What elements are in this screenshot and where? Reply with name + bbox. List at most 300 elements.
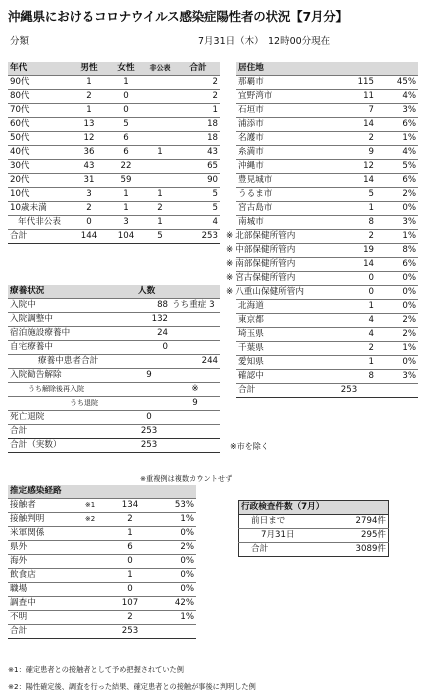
report-time: 12時00分現在	[268, 36, 331, 47]
table-row	[236, 202, 418, 216]
residence-label: うるま市	[238, 189, 273, 199]
table-row	[236, 104, 418, 118]
severe-label: うち重症	[172, 300, 207, 310]
age-label: 60代	[8, 118, 70, 132]
residence-name	[236, 314, 322, 328]
table-row	[8, 76, 220, 90]
header-cell: 非公表	[144, 62, 176, 76]
residence-count: 9	[322, 146, 376, 160]
residence-name	[236, 356, 322, 370]
female-count: 0	[108, 90, 144, 104]
row-value: 3089件	[355, 544, 387, 554]
header-cell: 年代	[8, 62, 70, 76]
row-label: 死亡退院	[8, 411, 128, 425]
row-value: 253	[128, 425, 170, 439]
residence-percent: 0%	[376, 272, 418, 286]
residence-name	[236, 160, 322, 174]
route-percent: 0%	[152, 527, 196, 541]
table-row	[8, 425, 220, 439]
route-label: 米軍関係	[8, 527, 72, 541]
residence-name	[236, 300, 322, 314]
female-count: 6	[108, 146, 144, 160]
header-cell: 人数	[128, 285, 220, 299]
table-row	[8, 90, 220, 104]
undisclosed-count	[144, 160, 176, 174]
table-row	[8, 397, 220, 411]
empty-cell	[72, 625, 108, 639]
route-count: 0	[108, 583, 152, 597]
total-count: 65	[176, 160, 220, 174]
table-row	[8, 541, 196, 555]
residence-percent: 6%	[376, 174, 418, 188]
residence-count: 5	[322, 188, 376, 202]
table-row	[236, 286, 418, 300]
residence-count: 14	[322, 258, 376, 272]
age-table-header	[8, 62, 220, 76]
table-row	[236, 258, 418, 272]
route-percent: 2%	[152, 541, 196, 555]
header-cell: 推定感染経路	[8, 485, 196, 499]
footnote-mark: ※	[226, 259, 234, 269]
footnote-mark: ※	[226, 245, 234, 255]
residence-label: 南城市	[238, 217, 264, 227]
age-label: 年代非公表	[8, 216, 70, 230]
residence-name	[236, 188, 322, 202]
route-footnote	[72, 527, 108, 541]
row-value: 9	[128, 369, 170, 383]
row-label: うち解除後再入院	[8, 383, 128, 397]
age-label: 20代	[8, 174, 70, 188]
table-row	[236, 76, 418, 90]
row-label: 合計	[251, 544, 269, 554]
residence-label: 那覇市	[238, 77, 264, 87]
header-cell: 合計	[176, 62, 220, 76]
route-note-1: ※1：確定患者との接触者として予め把握されていた例	[8, 665, 184, 674]
route-count: 0	[108, 555, 152, 569]
table-row	[8, 188, 220, 202]
residence-name	[226, 272, 322, 286]
undisclosed-count	[144, 174, 176, 188]
undisclosed-count	[144, 90, 176, 104]
table-row	[8, 216, 220, 230]
residence-percent: 1%	[376, 342, 418, 356]
age-label: 10歳未満	[8, 202, 70, 216]
route-percent: 0%	[152, 569, 196, 583]
inspection-table	[238, 500, 389, 557]
residence-name	[236, 104, 322, 118]
residence-count: 4	[322, 328, 376, 342]
residence-percent: 5%	[376, 160, 418, 174]
total-count: 18	[176, 118, 220, 132]
age-label: 10代	[8, 188, 70, 202]
route-footnote	[72, 611, 108, 625]
residence-label: 千葉県	[238, 343, 264, 353]
residence-label: 豊見城市	[238, 175, 273, 185]
residence-name	[236, 90, 322, 104]
header-cell: 行政検査件数（7月）	[239, 501, 389, 515]
table-row	[236, 384, 418, 398]
row-label: 7月31日	[239, 529, 323, 543]
residence-label: 石垣市	[238, 105, 264, 115]
total-count: 90	[176, 174, 220, 188]
residence-count: 1	[322, 356, 376, 370]
total-count: 2	[176, 90, 220, 104]
residence-label: 北海道	[238, 301, 264, 311]
route-footnote	[72, 555, 108, 569]
table-row	[8, 160, 220, 174]
table-row	[8, 499, 196, 513]
female-count: 1	[108, 188, 144, 202]
table-row	[8, 411, 220, 425]
male-count: 1	[70, 76, 108, 90]
age-label: 80代	[8, 90, 70, 104]
row-label: うち退院	[8, 397, 128, 411]
male-count: 1	[70, 104, 108, 118]
table-row	[236, 160, 418, 174]
table-row	[8, 625, 196, 639]
table-row	[236, 314, 418, 328]
row-label: 療養中患者合計	[36, 355, 128, 369]
residence-count: 14	[322, 174, 376, 188]
empty-cell	[376, 384, 418, 398]
route-footnote	[72, 569, 108, 583]
residence-percent: 2%	[376, 328, 418, 342]
residence-total: 253	[322, 384, 376, 398]
residence-name	[236, 370, 322, 384]
residence-percent: 3%	[376, 216, 418, 230]
residence-percent: 2%	[376, 188, 418, 202]
grand-total: 253	[176, 230, 220, 244]
residence-count: 1	[322, 202, 376, 216]
route-label: 接触者	[8, 499, 72, 513]
residence-percent: 0%	[376, 356, 418, 370]
residence-label: 浦添市	[238, 119, 264, 129]
undisclosed-count: 1	[144, 146, 176, 160]
female-total: 104	[108, 230, 144, 244]
residence-name	[236, 328, 322, 342]
male-count: 0	[70, 216, 108, 230]
residence-label: 中部保健所管内	[235, 245, 296, 255]
residence-name	[236, 174, 322, 188]
residence-count: 8	[322, 216, 376, 230]
residence-percent: 3%	[376, 370, 418, 384]
header-cell: 療養状況	[8, 285, 128, 299]
table-row	[236, 174, 418, 188]
residence-label: 南部保健所管内	[235, 259, 296, 269]
residence-label: 糸満市	[238, 147, 264, 157]
table-row	[8, 513, 196, 527]
residence-count: 8	[322, 370, 376, 384]
table-row	[8, 569, 196, 583]
residence-label: 沖縄市	[238, 161, 264, 171]
report-date: 7月31日（木）	[198, 36, 264, 47]
route-count: 6	[108, 541, 152, 555]
table-row	[239, 515, 389, 529]
row-value: 0	[128, 411, 170, 425]
table-row	[236, 146, 418, 160]
female-count: 5	[108, 118, 144, 132]
age-label: 90代	[8, 76, 70, 90]
table-row	[8, 104, 220, 118]
severe-cell	[170, 299, 220, 313]
inspection-table-header	[239, 501, 389, 515]
table-row	[8, 355, 220, 369]
age-label: 50代	[8, 132, 70, 146]
category-label: 分類	[10, 36, 30, 47]
residence-percent: 8%	[376, 244, 418, 258]
residence-count: 2	[322, 132, 376, 146]
residence-count: 1	[322, 300, 376, 314]
residence-name	[236, 216, 322, 230]
undisclosed-count	[144, 132, 176, 146]
residence-count: 2	[322, 230, 376, 244]
row-value: 88	[128, 299, 170, 313]
table-row	[236, 90, 418, 104]
age-table	[8, 62, 220, 244]
table-row	[8, 118, 220, 132]
male-count: 3	[70, 188, 108, 202]
total-count: 1	[176, 104, 220, 118]
residence-label: 埼玉県	[238, 329, 264, 339]
route-footnote	[72, 597, 108, 611]
undisclosed-count	[144, 118, 176, 132]
route-label: 不明	[8, 611, 72, 625]
residence-percent: 0%	[376, 286, 418, 300]
row-value: 295件	[323, 529, 389, 543]
route-count: 1	[108, 569, 152, 583]
residence-table-header	[236, 62, 418, 76]
total-count: 2	[176, 76, 220, 90]
table-row	[8, 174, 220, 188]
table-row	[8, 299, 220, 313]
residence-label: 東京都	[238, 315, 264, 325]
total-count: 5	[176, 202, 220, 216]
total-count: 4	[176, 216, 220, 230]
residence-percent: 2%	[376, 314, 418, 328]
route-label: 海外	[8, 555, 72, 569]
route-count: 2	[108, 513, 152, 527]
table-row	[236, 244, 418, 258]
row-value: 244	[170, 355, 220, 369]
row-value: 24	[128, 327, 170, 341]
female-count: 3	[108, 216, 144, 230]
residence-name	[236, 202, 322, 216]
residence-label: 名護市	[238, 133, 264, 143]
row-label: 合計	[8, 425, 128, 439]
residence-name	[236, 118, 322, 132]
table-row	[236, 342, 418, 356]
residence-percent: 4%	[376, 146, 418, 160]
route-percent: 42%	[152, 597, 196, 611]
age-label: 40代	[8, 146, 70, 160]
residence-count: 2	[322, 342, 376, 356]
residence-percent: 6%	[376, 258, 418, 272]
total-count: 43	[176, 146, 220, 160]
male-count: 12	[70, 132, 108, 146]
undisclosed-count	[144, 76, 176, 90]
row-label: 入院勧告解除	[8, 369, 128, 383]
residence-count: 7	[322, 104, 376, 118]
row-label: 前日まで	[239, 515, 323, 529]
female-count: 22	[108, 160, 144, 174]
residence-count: 0	[322, 272, 376, 286]
residence-name	[226, 244, 322, 258]
total-count: 18	[176, 132, 220, 146]
empty-cell	[152, 625, 196, 639]
row-label: 自宅療養中	[8, 341, 128, 355]
residence-name	[236, 342, 322, 356]
treatment-table	[8, 285, 220, 453]
header-cell: 居住地	[236, 62, 418, 76]
route-footnote: ※2	[72, 513, 108, 527]
row-value: ※	[170, 383, 220, 397]
female-count: 1	[108, 202, 144, 216]
route-percent: 53%	[152, 499, 196, 513]
route-percent: 0%	[152, 555, 196, 569]
row-label: 入院調整中	[8, 313, 128, 327]
residence-note: ※市を除く	[230, 442, 269, 451]
table-row	[8, 597, 196, 611]
table-row	[8, 146, 220, 160]
undisclosed-count: 2	[144, 202, 176, 216]
residence-percent: 6%	[376, 118, 418, 132]
female-count: 1	[108, 76, 144, 90]
table-row	[8, 583, 196, 597]
residence-name	[226, 286, 322, 300]
route-footnote	[72, 583, 108, 597]
table-row	[236, 118, 418, 132]
route-label: 県外	[8, 541, 72, 555]
footnote-mark: ※	[226, 231, 234, 241]
row-value: 132	[128, 313, 170, 327]
residence-count: 14	[322, 118, 376, 132]
residence-percent: 0%	[376, 202, 418, 216]
age-label: 30代	[8, 160, 70, 174]
table-row	[236, 370, 418, 384]
undisclosed-count	[144, 104, 176, 118]
table-row	[8, 341, 220, 355]
residence-count: 11	[322, 90, 376, 104]
residence-percent: 0%	[376, 300, 418, 314]
route-total: 253	[108, 625, 152, 639]
table-row	[236, 216, 418, 230]
table-row	[236, 328, 418, 342]
age-label: 70代	[8, 104, 70, 118]
duplicate-note: ※重複例は複数カウントせず	[140, 474, 233, 483]
row-label: 入院中	[8, 299, 128, 313]
female-count: 6	[108, 132, 144, 146]
male-count: 13	[70, 118, 108, 132]
route-label: 調査中	[8, 597, 72, 611]
residence-percent: 3%	[376, 104, 418, 118]
undisclosed-count: 1	[144, 216, 176, 230]
table-row	[8, 202, 220, 216]
route-label: 飲食店	[8, 569, 72, 583]
table-row	[236, 132, 418, 146]
total-label: 合計	[8, 230, 70, 244]
male-count: 2	[70, 90, 108, 104]
residence-count: 19	[322, 244, 376, 258]
residence-count: 0	[322, 286, 376, 300]
route-table	[8, 485, 196, 639]
residence-count: 115	[322, 76, 376, 90]
residence-name	[236, 132, 322, 146]
residence-percent: 4%	[376, 90, 418, 104]
total-label: 合計	[8, 625, 72, 639]
table-row	[8, 313, 220, 327]
route-label: 職場	[8, 583, 72, 597]
residence-label: 八重山保健所管内	[235, 287, 304, 297]
table-row	[236, 356, 418, 370]
table-row	[8, 383, 220, 397]
table-row	[239, 543, 389, 557]
residence-label: 確認中	[238, 371, 264, 381]
residence-label: 宮古保健所管内	[235, 273, 296, 283]
male-count: 31	[70, 174, 108, 188]
undisclosed-count: 1	[144, 188, 176, 202]
table-row	[236, 230, 418, 244]
row-value: 0	[128, 341, 170, 355]
route-note-2: ※2：陽性確定後、調査を行った結果、確定患者との接触が事後に判明した例	[8, 682, 256, 691]
route-count: 2	[108, 611, 152, 625]
residence-name	[226, 230, 322, 244]
residence-count: 4	[322, 314, 376, 328]
male-count: 43	[70, 160, 108, 174]
residence-name	[226, 258, 322, 272]
table-row	[8, 327, 220, 341]
route-percent: 0%	[152, 583, 196, 597]
treatment-table-header	[8, 285, 220, 299]
female-count: 59	[108, 174, 144, 188]
footnote-mark: ※	[226, 273, 234, 283]
residence-name	[236, 76, 322, 90]
table-row	[236, 188, 418, 202]
row-value: 2794件	[323, 515, 389, 529]
residence-label: 北部保健所管内	[235, 231, 296, 241]
severe-value: 3	[209, 300, 215, 310]
female-count: 0	[108, 104, 144, 118]
table-row	[8, 527, 196, 541]
route-percent: 1%	[152, 513, 196, 527]
row-label: 宿泊施設療養中	[8, 327, 128, 341]
table-row	[8, 611, 196, 625]
footnote-mark: ※	[226, 287, 234, 297]
residence-percent: 1%	[376, 230, 418, 244]
route-percent: 1%	[152, 611, 196, 625]
male-count: 36	[70, 146, 108, 160]
table-row	[236, 300, 418, 314]
residence-percent: 45%	[376, 76, 418, 90]
residence-label: 宮古島市	[238, 203, 273, 213]
route-label: 接触判明	[8, 513, 72, 527]
header-cell: 女性	[108, 62, 144, 76]
row-label: 合計（実数）	[8, 439, 128, 453]
table-row	[8, 369, 220, 383]
residence-table	[226, 62, 418, 398]
table-row	[236, 272, 418, 286]
table-row	[239, 529, 389, 543]
route-count: 107	[108, 597, 152, 611]
route-footnote: ※1	[72, 499, 108, 513]
male-total: 144	[70, 230, 108, 244]
male-count: 2	[70, 202, 108, 216]
undisclosed-total: 5	[144, 230, 176, 244]
page-title: 沖縄県におけるコロナウイルス感染症陽性者の状況【7月分】	[8, 9, 348, 24]
residence-label: 愛知県	[238, 357, 264, 367]
table-row	[8, 439, 220, 453]
table-row	[8, 555, 196, 569]
route-table-header	[8, 485, 196, 499]
